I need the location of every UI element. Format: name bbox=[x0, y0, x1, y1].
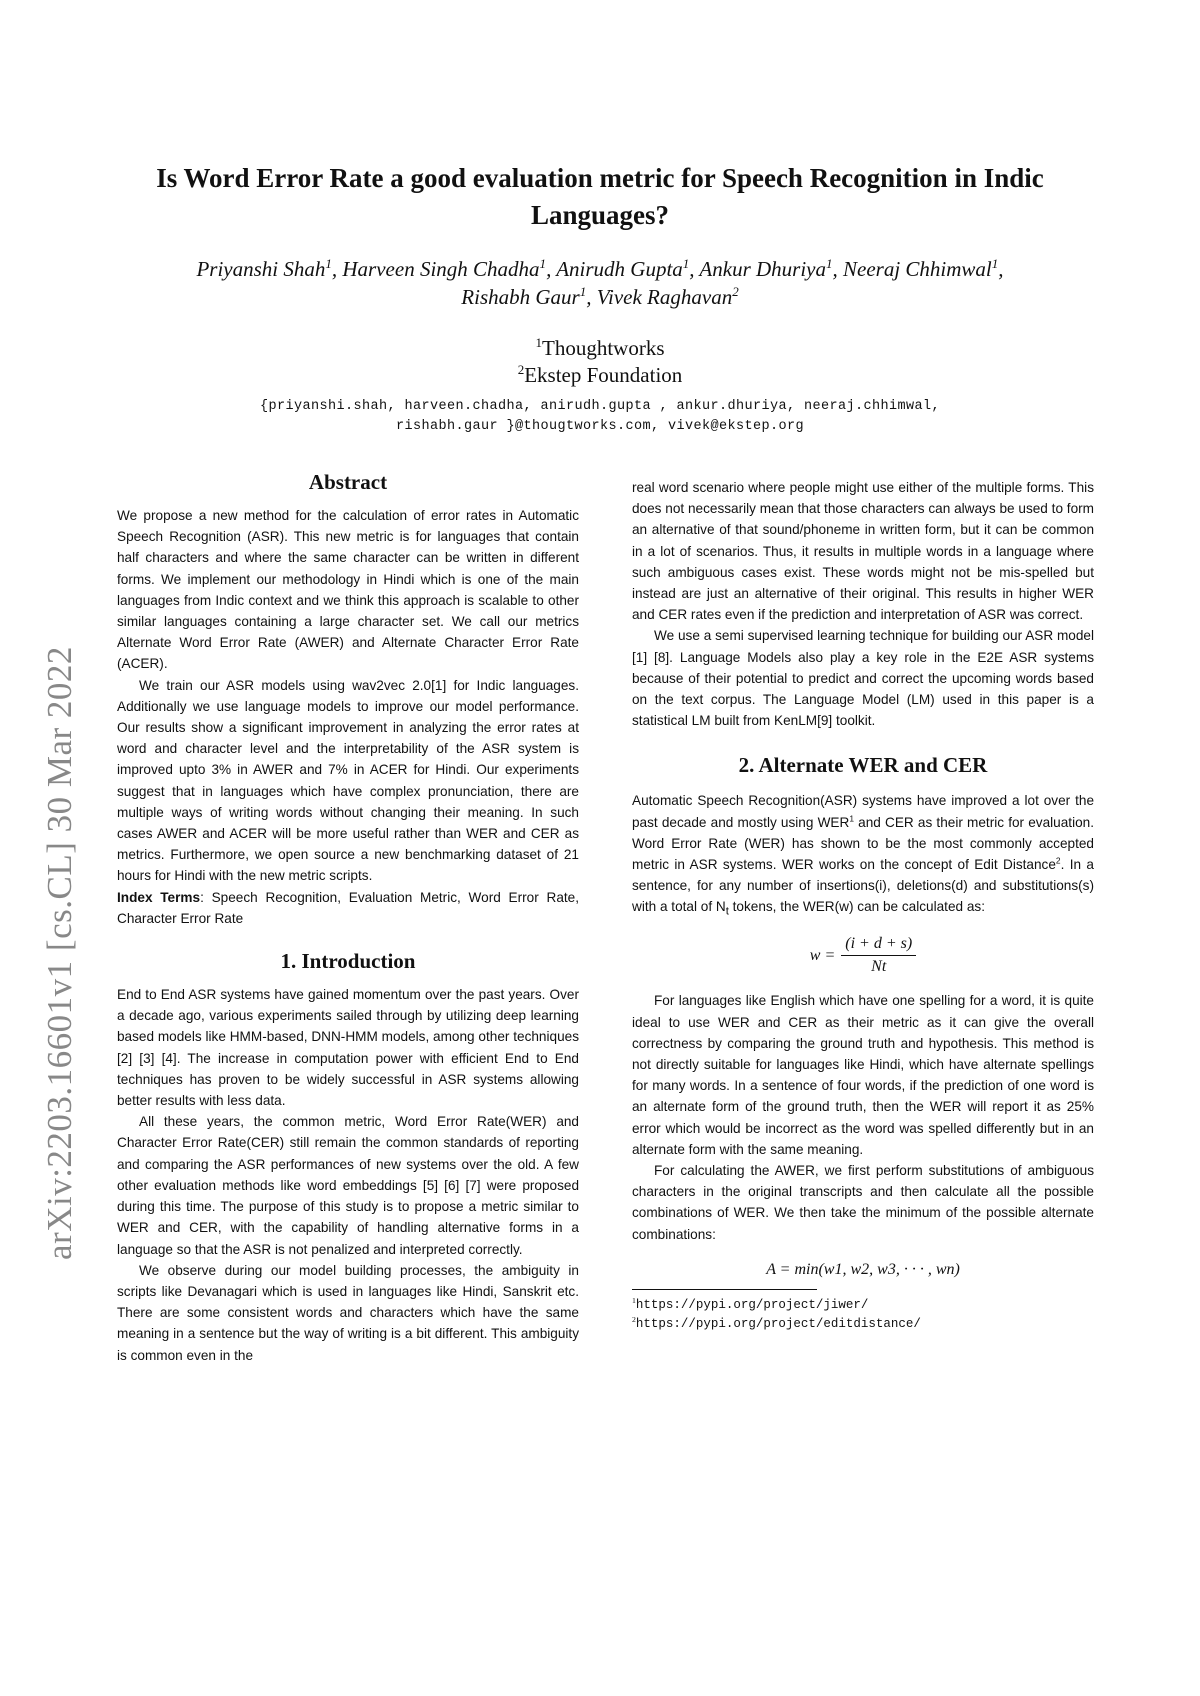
awer-equation: A = min(w1, w2, w3, · · · , wn) bbox=[766, 1260, 960, 1278]
footnote bbox=[632, 1315, 1094, 1334]
footnote-link[interactable]: https://pypi.org/project/jiwer/ bbox=[635, 1297, 869, 1312]
abstract-heading: Abstract bbox=[308, 470, 388, 494]
index-terms-label: Index Terms bbox=[117, 889, 201, 905]
body-paragraph: We use a semi supervised learning technique for building our ASR model [1] [8]. Language Models also play a key role in the E2E ASR systems because of their potential to predict and correct the upcoming words based on the text corpus. The Language Model (LM) used in this paper is a statistical LM built from KenLM[9] toolkit. bbox=[632, 628, 1094, 729]
equation-lhs: w = bbox=[809, 946, 836, 964]
footnote-mark: 2 bbox=[632, 1314, 636, 1324]
right-column bbox=[632, 477, 1094, 1334]
affiliation-name: Ekstep Foundation bbox=[524, 363, 683, 387]
author-mark: 1 bbox=[579, 284, 587, 299]
body-paragraph: real word scenario where people might use either of the multiple forms. This does not necessarily mean that those characters can always be used to form an alternative of that sound/phoneme in written form, but it can be common in a lot of scenarios. Thus, it results in multiple words in a language where such ambiguous cases exist. These words might not be mis-spelled but instead are just an alternative of their original. This results in higher WER and CER rates even if the prediction and interpretation of ASR was correct. bbox=[632, 480, 1094, 623]
abstract-paragraph: We train our ASR models using wav2vec 2.0[1] for Indic languages. Additionally we use language models to improve our model performance. Our results show a significant improvement in analyzing the error rates at word and character level and the interpretability of the ASR system is improved upto 3% in AWER and 7% in ACER for Hindi. Our experiments suggest that in languages which have complex pronunciation, there are multiple ways of writing words without changing their meaning. In such cases AWER and ACER will be more useful rather than WER and CER as metrics. Furthermore, we open source a new benchmarking dataset of 21 hours for Hindi with the new metric scripts. bbox=[117, 677, 579, 884]
body-paragraph: End to End ASR systems have gained momentum over the past years. Over a decade ago, various experiments sailed through by utilizing deep learning based models like HMM-based, DNN-HMM models, among other techniques [2] [3] [4]. The increase in computation power with efficient End to End techniques has proven to be widely successful in ASR systems allowing better results with less data. bbox=[117, 987, 579, 1109]
subscript: t bbox=[725, 906, 729, 919]
author-name: Ankur Dhuriya bbox=[699, 257, 826, 281]
email-line: rishabh.gaur }@thougtworks.com, vivek@ekstep.org bbox=[395, 419, 805, 434]
email-line: {priyanshi.shah, harveen.chadha, anirudh.gupta , ankur.dhuriya, neeraj.chhimwal, bbox=[259, 399, 941, 414]
author-mark: 1 bbox=[325, 256, 332, 271]
index-terms bbox=[117, 887, 579, 929]
text-run: . In a sentence, for any number of insertions(i), deletions(d) and substitutions(s) with a total of N bbox=[632, 857, 1094, 915]
author-name: Vivek Raghavan bbox=[596, 285, 733, 309]
author-mark: 1 bbox=[826, 256, 833, 271]
affiliation-name: Thoughtworks bbox=[542, 336, 665, 360]
body-paragraph: We observe during our model building processes, the ambiguity in scripts like Devanagari which is used in languages like Hindi, Sanskrit etc. There are some consistent words and characters which have the same meaning in a sentence but the way of writing is a bit different. This ambiguity is common even in the bbox=[117, 1262, 579, 1363]
body-paragraph: All these years, the common metric, Word Error Rate(WER) and Character Error Rate(CER) still remain the common standards of reporting and comparing the ASR performances of new systems over the old. A few other evaluation methods like word embeddings [5] [6] [7] were proposed during this time. The purpose of this study is to propose a metric similar to WER and CER, with the capability of handling alternative forms in a language so that the ASR is not penalized and interpreted correctly. bbox=[117, 1114, 579, 1257]
footnote-ref: 2 bbox=[1055, 855, 1061, 866]
author-name: Rishabh Gaur bbox=[461, 285, 580, 309]
section-heading: 1. Introduction bbox=[280, 949, 416, 974]
index-terms-text: : Speech Recognition, Evaluation Metric, Word Error Rate, Character Error Rate bbox=[117, 889, 579, 926]
equation-denominator: Nt bbox=[871, 958, 887, 976]
text-run: and CER as their metric for evaluation. Word Error Rate (WER) has shown to be the most commonly accepted metric in ASR systems. WER works on the concept of Edit Distance bbox=[632, 814, 1094, 873]
arxiv-identifier: arXiv:2203.16601v1 [cs.CL] 30 Mar 2022 bbox=[40, 646, 79, 1260]
author-name: Neeraj Chhimwal bbox=[843, 257, 992, 281]
author-mark: 1 bbox=[991, 256, 999, 271]
text-run: Automatic Speech Recognition(ASR) systems have improved a lot over the past decade and mostly using WER bbox=[632, 793, 1094, 830]
author-name: Harveen Singh Chadha bbox=[342, 257, 540, 281]
affiliation bbox=[110, 362, 1090, 389]
footnote-divider bbox=[632, 1289, 817, 1290]
author-list: Priyanshi Shah$^1$, Harveen Singh Chadha$^1$, Anirudh Gupta$^1$, Ankur Dhuriya$^1$, Neeraj Chhimwal$^1$, Rishabh Gaur$^1$, Vivek Raghavan$^2$ bbox=[196, 256, 1004, 309]
body-paragraph bbox=[632, 790, 1094, 923]
left-column bbox=[117, 470, 579, 1366]
body-paragraph: For calculating the AWER, we first perform substitutions of ambiguous characters in the original transcripts and then calculate all the possible combinations of WER. We then take the minimum of the possible alternate combinations: bbox=[632, 1163, 1094, 1242]
footnote-link[interactable]: https://pypi.org/project/editdistance/ bbox=[635, 1316, 921, 1331]
email-block bbox=[110, 397, 1090, 437]
paper-title: Is Word Error Rate a good evaluation metric for Speech Recognition in Indic Languages? bbox=[156, 163, 1044, 230]
author-mark: 1 bbox=[539, 256, 547, 271]
footnote bbox=[632, 1296, 1094, 1315]
equation-numerator: (i + d + s) bbox=[841, 935, 916, 956]
author-mark: 1 bbox=[682, 256, 690, 271]
abstract-paragraph: We propose a new method for the calculation of error rates in Automatic Speech Recognition (ASR). This new metric is for languages that contain half characters and where the same character can be written in different forms. We implement our methodology in Hindi which is one of the main languages from Indic context and we think this approach is scalable to other similar languages containing a large character set. We call our metrics Alternate Word Error Rate (AWER) and Alternate Character Error Rate (ACER). bbox=[117, 508, 579, 672]
footnote-ref: 1 bbox=[849, 813, 854, 824]
author-mark: 2 bbox=[732, 284, 739, 299]
author-name: Priyanshi Shah bbox=[196, 257, 326, 281]
text-run: tokens, the WER(w) can be calculated as: bbox=[728, 899, 985, 915]
affiliation-list bbox=[110, 335, 1090, 389]
footnote-mark: 1 bbox=[632, 1295, 636, 1305]
equation-fraction bbox=[841, 935, 916, 976]
section-heading: 2. Alternate WER and CER bbox=[738, 753, 988, 778]
affiliation-mark: 2 bbox=[517, 362, 525, 377]
author-name: Anirudh Gupta bbox=[556, 257, 683, 281]
wer-equation bbox=[632, 935, 1094, 976]
affiliation-mark: 1 bbox=[535, 335, 542, 350]
affiliation bbox=[110, 335, 1090, 362]
body-paragraph: For languages like English which have one spelling for a word, it is quite ideal to use WER and CER as their metric as it can give the overall correctness by comparing the ground truth and hypothesis. This method is not directly suitable for languages like Hindi, which have alternate spellings for many words. In a sentence of four words, if the prediction of one word is an alternate form of the ground truth, then the WER will report it as 25% error which would be incorrect as the word was spelled differently but in an alternate form with the same meaning. bbox=[632, 993, 1094, 1157]
